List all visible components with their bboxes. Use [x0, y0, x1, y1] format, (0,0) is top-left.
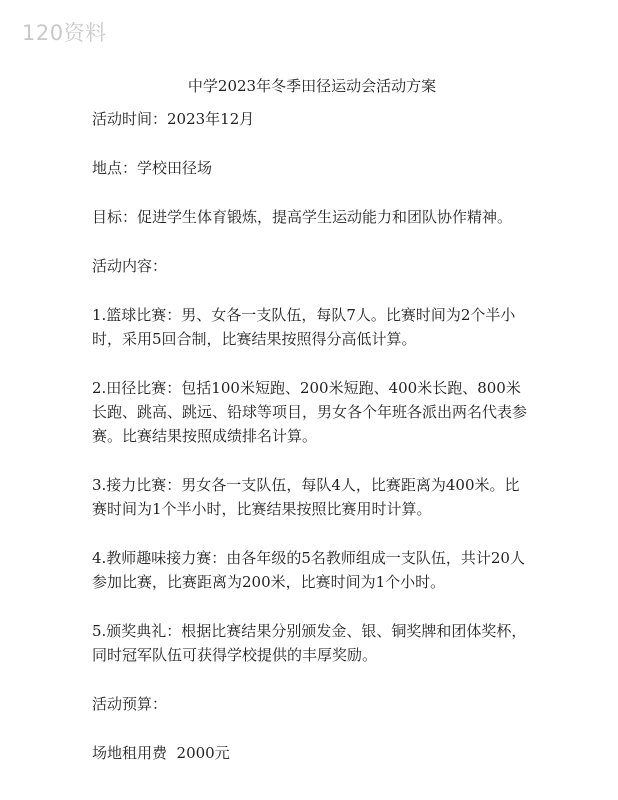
watermark: 120资料 [22, 21, 107, 45]
event-location: 地点：学校田径场 [92, 159, 213, 177]
budget-item: 场地租用费 2000元 [92, 744, 230, 762]
content-heading: 活动内容： [92, 257, 168, 275]
document-body [92, 74, 532, 790]
event-goal: 目标：促进学生体育锻炼，提高学生运动能力和团队协作精神。 [92, 208, 513, 226]
event-time: 活动时间：2023年12月 [92, 110, 255, 128]
document-title: 中学2023年冬季田径运动会活动方案 [187, 77, 437, 95]
budget-heading: 活动预算： [92, 695, 168, 713]
content-item-track-field: 2.田径比赛：包括100米短跑、200米短跑、400米长跑、800米长跑、跳高、跳远、铅球等项目，男女各个年班各派出两名代表参赛。比赛结果按照成绩排名计算。 [92, 379, 528, 445]
content-item-awards: 5.颁奖典礼：根据比赛结果分别颁发金、银、铜奖牌和团体奖杯，同时冠军队伍可获得学校提供的丰厚奖励。 [92, 622, 527, 664]
content-item-basketball: 1.篮球比赛：男、女各一支队伍，每队7人。比赛时间为2个半小时，采用5回合制，比赛结果按照得分高低计算。 [92, 306, 516, 348]
content-item-teacher-relay: 4.教师趣味接力赛：由各年级的5名教师组成一支队伍，共计20人参加比赛，比赛距离为200米，比赛时间为1个小时。 [92, 549, 525, 591]
content-item-relay: 3.接力比赛：男女各一支队伍，每队4人，比赛距离为400米。比赛时间为1个半小时，比赛结果按照比赛用时计算。 [92, 476, 520, 518]
